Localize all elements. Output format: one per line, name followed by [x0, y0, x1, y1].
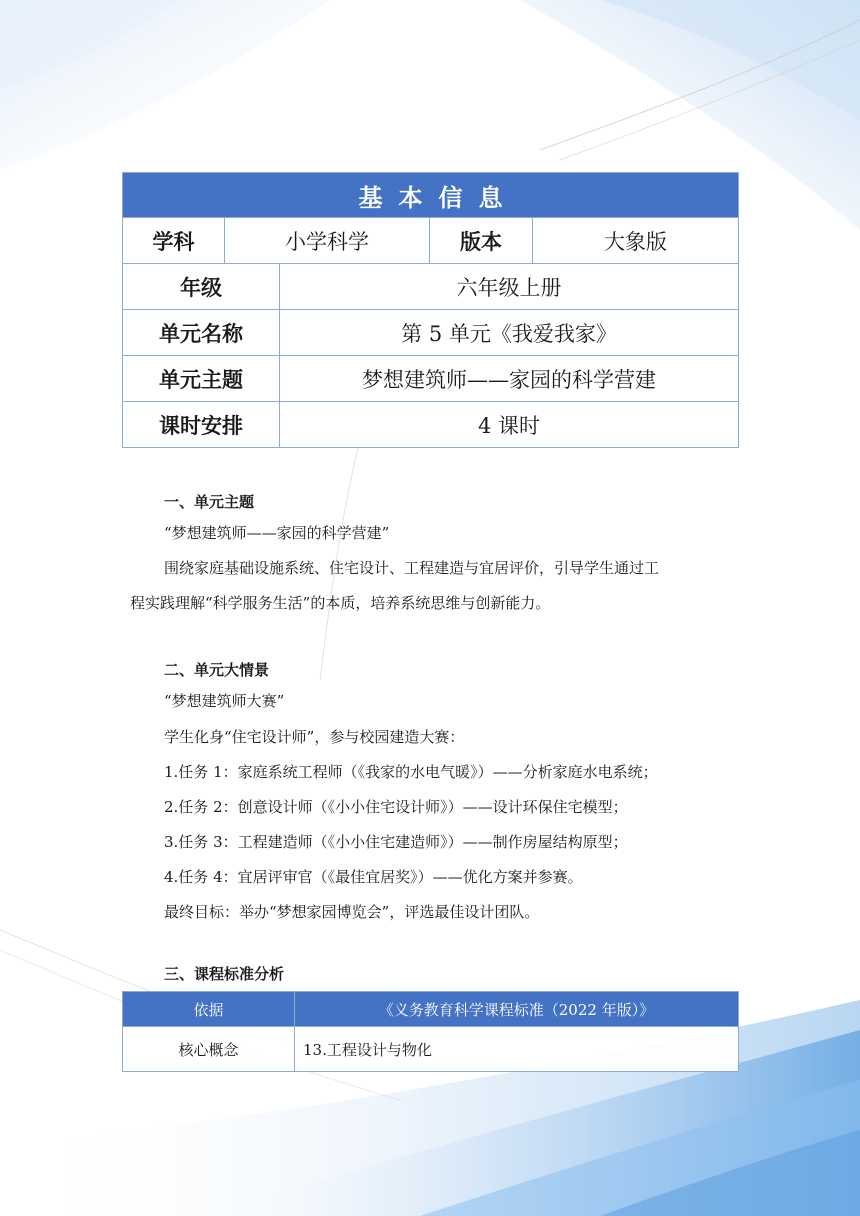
unit-name-value: 第 5 单元《我爱我家》: [280, 310, 739, 356]
grade-label: 年级: [123, 264, 280, 310]
basic-info-table: [122, 172, 739, 448]
section1-paragraph-line1: 围绕家庭基础设施系统、住宅设计、工程建造与宜居评价，引导学生通过工: [164, 559, 660, 577]
basic-info-title: 基本信息: [123, 173, 739, 218]
edition-label: 版本: [430, 218, 533, 264]
section2-quote: “梦想建筑师大赛”: [164, 692, 285, 710]
subject-label: 学科: [123, 218, 225, 264]
unit-theme-value: 梦想建筑师——家园的科学营建: [280, 356, 739, 402]
task-item: 3.任务 3：工程建造师（《小小住宅建造师》）——制作房屋结构原型；: [164, 833, 628, 851]
schedule-value: 4 课时: [280, 402, 739, 448]
section1-paragraph-line2: 程实践理解“科学服务生活”的本质，培养系统思维与创新能力。: [130, 594, 551, 612]
curriculum-standard-table: [122, 991, 739, 1072]
task-item: 1.任务 1：家庭系统工程师（《我家的水电气暖》）——分析家庭水电系统；: [164, 763, 658, 781]
grade-value: 六年级上册: [280, 264, 739, 310]
unit-name-label: 单元名称: [123, 310, 280, 356]
edition-value: 大象版: [533, 218, 739, 264]
section3-heading: 三、课程标准分析: [164, 965, 285, 983]
unit-theme-label: 单元主题: [123, 356, 280, 402]
subject-value: 小学科学: [225, 218, 430, 264]
schedule-label: 课时安排: [123, 402, 280, 448]
section1-quote: “梦想建筑师——家园的科学营建”: [164, 524, 390, 542]
task-item: 2.任务 2：创意设计师（《小小住宅设计师》）——设计环保住宅模型；: [164, 798, 628, 816]
section2-intro: 学生化身“住宅设计师”，参与校园建造大赛：: [164, 728, 465, 746]
section2-goal: 最终目标：举办“梦想家园博览会”，评选最佳设计团队。: [164, 903, 540, 921]
standard-header-source: 《义务教育科学课程标准（2022 年版）》: [295, 992, 739, 1027]
core-concept-value: 13.工程设计与物化: [295, 1027, 739, 1072]
section1-heading: 一、单元主题: [164, 493, 255, 511]
section2-heading: 二、单元大情景: [164, 661, 270, 679]
standard-header-basis: 依据: [123, 992, 295, 1027]
task-item: 4.任务 4：宜居评审官（《最佳宜居奖》）——优化方案并参赛。: [164, 868, 583, 886]
core-concept-label: 核心概念: [123, 1027, 295, 1072]
